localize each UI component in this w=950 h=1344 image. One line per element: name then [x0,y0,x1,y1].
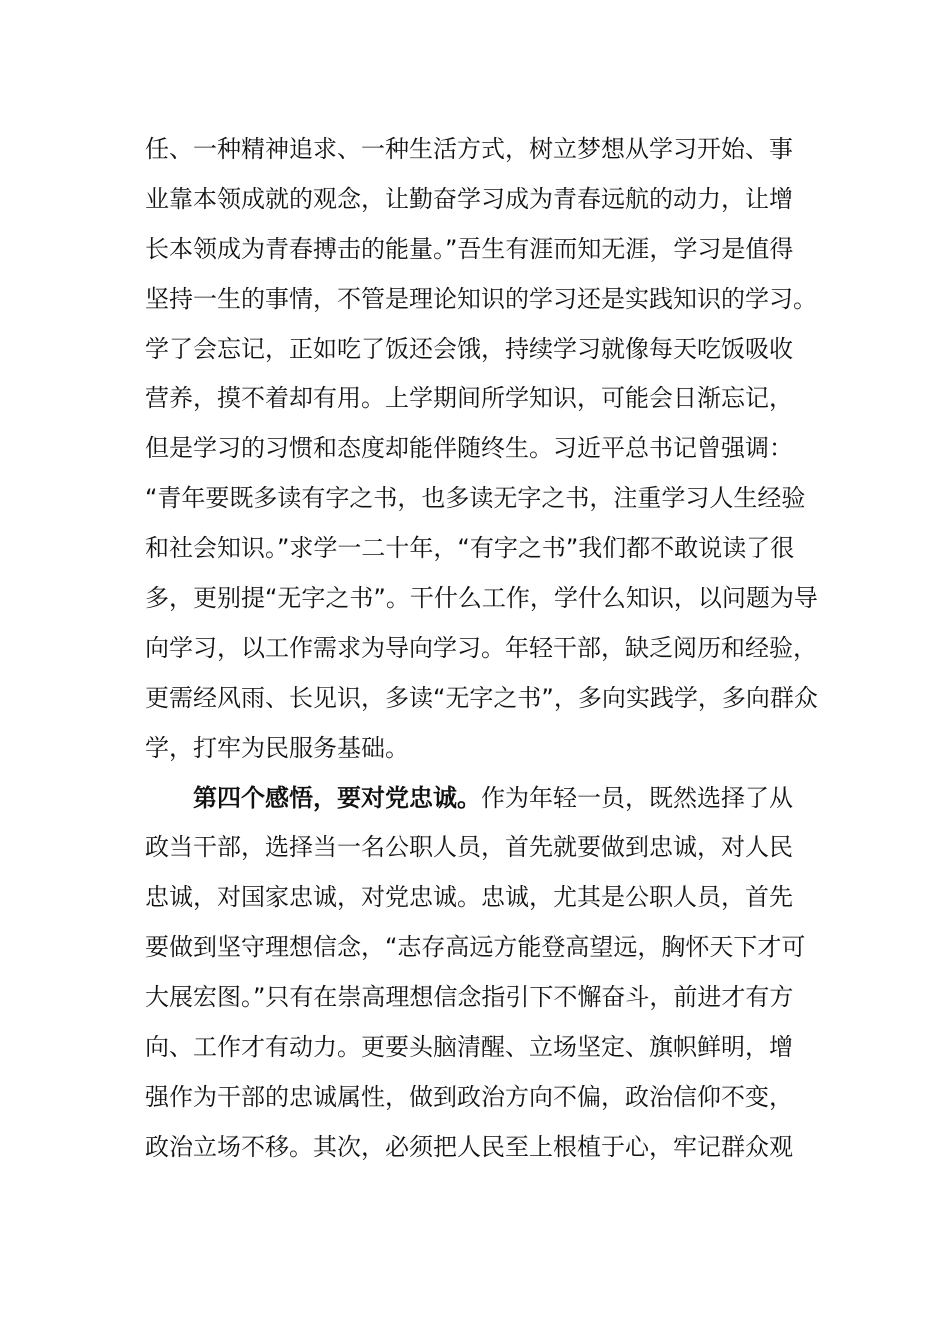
text-line: 长本领成为青春搏击的能量。”吾生有涯而知无涯，学习是值得 [145,234,794,263]
text-line: 大展宏图。”只有在崇高理想信念指引下不懈奋斗，前进才有方 [145,983,794,1012]
text-line: 政当干部，选择当一名公职人员，首先就要做到忠诚，对人民 [145,833,793,862]
paragraph-learning [145,125,825,774]
text-line: 学，打牢为民服务基础。 [145,733,409,762]
text-line: “青年要既多读有字之书，也多读无字之书，注重学习人生经验 [145,484,806,513]
text-line: 要做到坚守理想信念，“志存高远方能登高望远，胸怀天下才可 [145,933,806,962]
text-line: 和社会知识。”求学一二十年，“有字之书”我们都不敢说读了很 [145,534,795,563]
paragraph-loyalty [145,774,825,1173]
section-heading: 第四个感悟，要对党忠诚。 [193,783,481,812]
text-line: 强作为干部的忠诚属性，做到政治方向不偏，政治信仰不变， [145,1082,793,1111]
text-run: 作为年轻一员，既然选择了从 [481,783,793,812]
text-line: 向、工作才有动力。更要头脑清醒、立场坚定、旗帜鲜明，增 [145,1033,793,1062]
text-line: 更需经风雨、长见识，多读“无字之书”，多向实践学，多向群众 [145,683,818,712]
paragraph-first-line [145,774,825,824]
text-line: 营养，摸不着却有用。上学期间所学知识，可能会日渐忘记， [145,384,793,413]
text-line: 忠诚，对国家忠诚，对党忠诚。忠诚，尤其是公职人员，首先 [145,883,793,912]
document-body [145,125,825,1173]
text-line: 多，更别提“无字之书”。干什么工作，学什么知识，以问题为导 [145,584,818,613]
text-line: 但是学习的习惯和态度却能伴随终生。习近平总书记曾强调： [145,434,793,463]
text-line: 任、一种精神追求、一种生活方式，树立梦想从学习开始、事 [145,135,793,163]
text-line: 坚持一生的事情，不管是理论知识的学习还是实践知识的学习。 [145,284,817,313]
text-line: 业靠本领成就的观念，让勤奋学习成为青春远航的动力，让增 [145,184,793,213]
text-line: 向学习，以工作需求为导向学习。年轻干部，缺乏阅历和经验， [145,633,817,662]
text-line: 学了会忘记，正如吃了饭还会饿，持续学习就像每天吃饭吸收 [145,334,793,363]
text-line: 政治立场不移。其次，必须把人民至上根植于心，牢记群众观 [145,1132,793,1161]
